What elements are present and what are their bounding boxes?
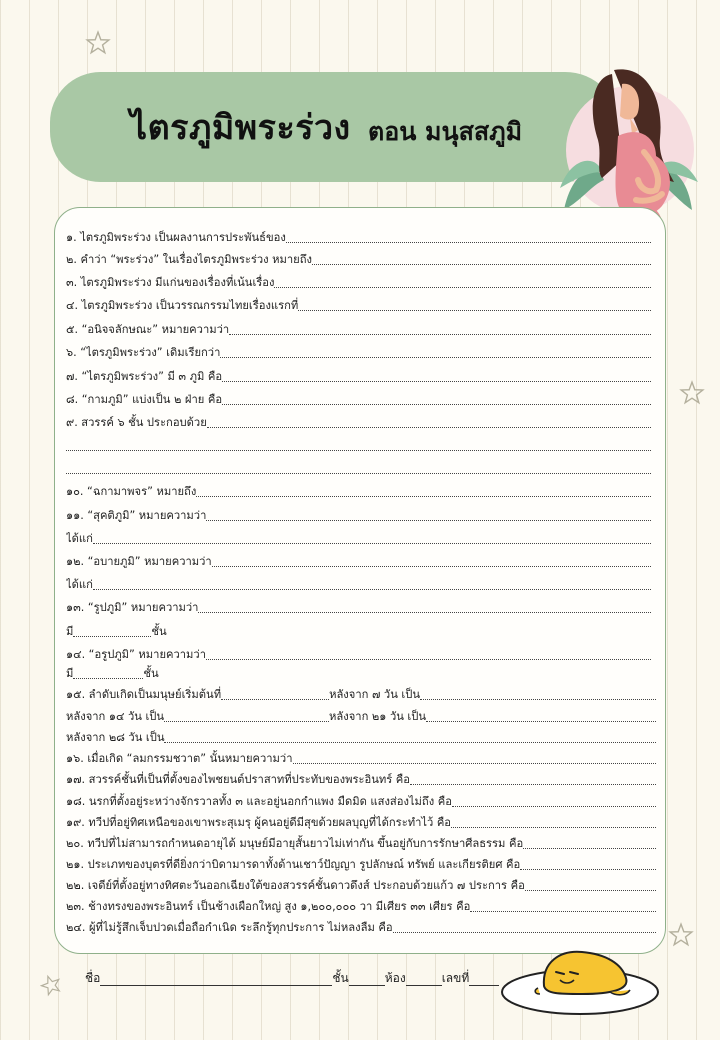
room-label: ห้อง <box>384 971 406 985</box>
question-21[interactable]: ๒๑. ประเภทของบุตรที่ดียิ่งกว่าบิดามารดาทั้งด้านเชาว์ปัญญา รูปลักษณ์ ทรัพย์ และเกียรติยศ คือ <box>66 854 656 874</box>
question-15-stages[interactable]: หลังจาก ๑๔ วัน เป็น หลังจาก ๒๑ วัน เป็น <box>66 706 656 726</box>
question-12[interactable]: ๑๒. “อบายภูมิ” หมายความว่า <box>66 551 651 571</box>
question-15-final[interactable]: หลังจาก ๒๘ วัน เป็น <box>66 727 656 747</box>
star-icon <box>679 380 705 406</box>
egg-character-icon <box>498 942 660 1022</box>
star-icon <box>85 30 111 56</box>
question-4[interactable]: ๔. ไตรภูมิพระร่วง เป็นวรรณกรรมไทยเรื่องแรกที่ <box>66 295 651 315</box>
question-7[interactable]: ๗. “ไตรภูมิพระร่วง” มี ๓ ภูมิ คือ <box>66 366 651 386</box>
question-12-examples[interactable]: ได้แก่ <box>66 574 651 594</box>
page-subtitle: ตอน มนุสสภูมิ <box>368 117 523 146</box>
question-6[interactable]: ๖. “ไตรภูมิพระร่วง” เดิมเรียกว่า <box>66 342 651 362</box>
question-11-examples[interactable]: ได้แก่ <box>66 528 651 548</box>
class-field[interactable] <box>349 985 385 986</box>
question-20[interactable]: ๒๐. ทวีปที่ไม่สามารถกำหนดอายุได้ มนุษย์มีอายุสั้นยาวไม่เท่ากัน ขึ้นอยู่กับการรักษาศีลธรรม คือ <box>66 833 656 853</box>
student-info-row <box>85 968 499 990</box>
question-18[interactable]: ๑๘. นรกที่ตั้งอยู่ระหว่างจักรวาลทั้ง ๓ และอยู่นอกกำแพง มืดมิด แสงส่องไม่ถึง คือ <box>66 791 656 811</box>
pregnant-woman-illustration <box>552 60 702 230</box>
room-field[interactable] <box>406 985 442 986</box>
answer-line[interactable] <box>66 458 651 478</box>
number-label: เลขที่ <box>441 971 470 985</box>
question-8[interactable]: ๘. “กามภูมิ” แบ่งเป็น ๒ ฝ่าย คือ <box>66 389 651 409</box>
question-10[interactable]: ๑๐. “ฉกามาพจร” หมายถึง <box>66 481 651 501</box>
question-11[interactable]: ๑๑. “สุคติภูมิ” หมายความว่า <box>66 505 651 525</box>
question-17[interactable]: ๑๗. สวรรค์ชั้นที่เป็นที่ตั้งของไพชยนต์ปราสาทที่ประทับของพระอินทร์ คือ <box>66 769 656 789</box>
question-13-levels[interactable]: มี ชั้น <box>66 625 167 638</box>
question-15[interactable]: ๑๕. ลำดับเกิดเป็นมนุษย์เริ่มต้นที่ หลังจาก ๗ วัน เป็น <box>66 684 656 704</box>
question-14[interactable]: ๑๔. “อรูปภูมิ” หมายความว่า <box>66 644 651 664</box>
question-13[interactable]: ๑๓. “รูปภูมิ” หมายความว่า <box>66 597 651 617</box>
name-field[interactable] <box>100 985 332 986</box>
question-3[interactable]: ๓. ไตรภูมิพระร่วง มีแก่นของเรื่องที่เน้นเรื่อง <box>66 272 651 292</box>
number-field[interactable] <box>469 985 499 986</box>
star-icon <box>40 972 62 998</box>
question-9[interactable]: ๙. สวรรค์ ๖ ชั้น ประกอบด้วย <box>66 412 651 432</box>
question-14-levels[interactable]: มี ชั้น <box>66 667 159 680</box>
question-22[interactable]: ๒๒. เจดีย์ที่ตั้งอยู่ทางทิศตะวันออกเฉียงใต้ของสวรรค์ชั้นดาวดึงส์ ประกอบด้วยแก้ว ๗ ประการ คือ <box>66 875 656 895</box>
question-1[interactable]: ๑. ไตรภูมิพระร่วง เป็นผลงานการประพันธ์ของ <box>66 227 651 247</box>
question-24[interactable]: ๒๔. ผู้ที่ไม่รู้สึกเจ็บปวดเมื่อถือกำเนิด ระลึกรู้ทุกประการ ไม่หลงลืม คือ <box>66 917 656 937</box>
name-label: ชื่อ <box>85 971 101 985</box>
page-title: ไตรภูมิพระร่วง <box>130 108 351 148</box>
question-5[interactable]: ๕. “อนิจจลักษณะ” หมายความว่า <box>66 319 651 339</box>
class-label: ชั้น <box>332 971 349 985</box>
question-2[interactable]: ๒. คำว่า “พระร่วง” ในเรื่องไตรภูมิพระร่วง หมายถึง <box>66 249 651 269</box>
answer-line[interactable] <box>66 435 651 455</box>
question-19[interactable]: ๑๙. ทวีปที่อยู่ทิศเหนือของเขาพระสุเมรุ ผู้คนอยู่ดีมีสุขด้วยผลบุญที่ได้กระทำไว้ คือ <box>66 812 656 832</box>
question-16[interactable]: ๑๖. เมื่อเกิด “ลมกรรมชวาต” นั้นหมายความว่า <box>66 748 656 768</box>
question-23[interactable]: ๒๓. ช้างทรงของพระอินทร์ เป็นช้างเผือกใหญ่ สูง ๑,๒๐๐,๐๐๐ วา มีเศียร ๓๓ เศียร คือ <box>66 896 656 916</box>
star-icon <box>668 922 694 948</box>
